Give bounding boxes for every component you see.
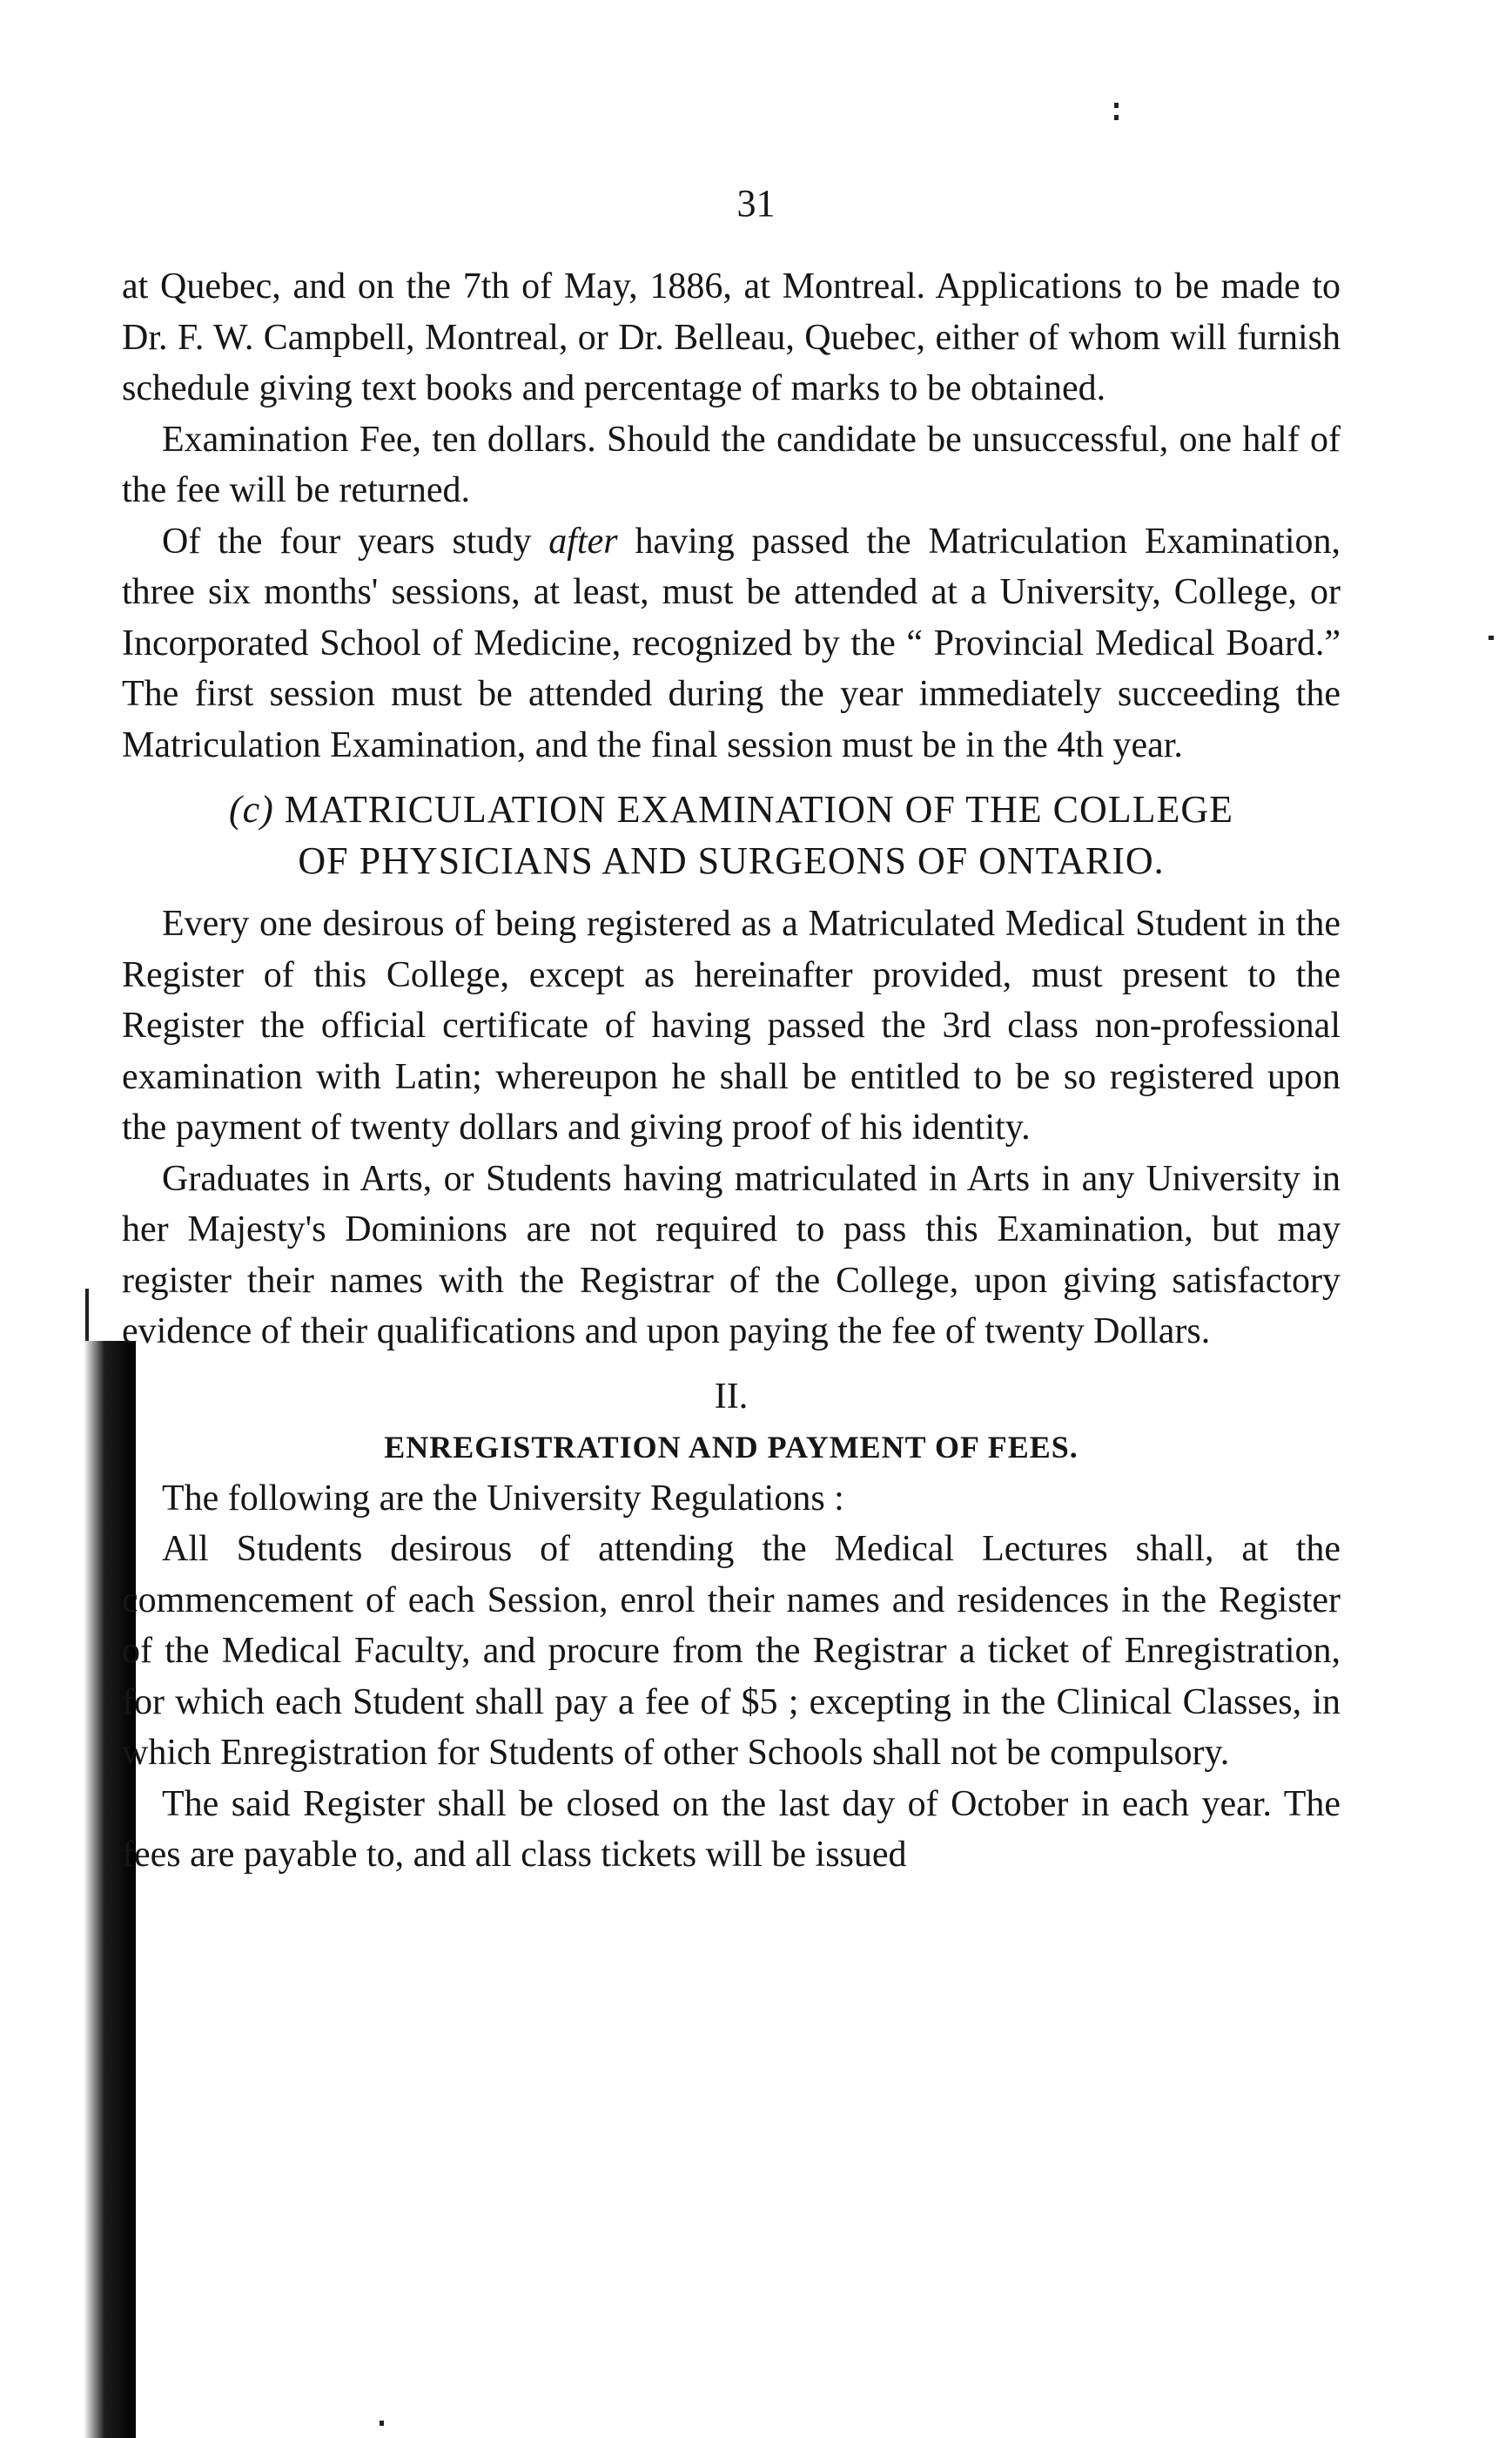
section-title: ENREGISTRATION AND PAYMENT OF FEES. [384,1430,1079,1465]
heading-marker: (c) [228,788,274,831]
heading-line [122,785,1341,836]
paragraph: Graduates in Arts, or Students having matriculated in Arts in any University in her Majesty's Dominions are not required to pass this Examination, but may register their names with the Registrar of the College, upon giving satisfactory evidence of their qualifications and upon paying the fee of twenty Dollars. [122,1158,1341,1351]
scan-speck [1114,115,1119,120]
heading-text: MATRICULATION EXAMINATION OF THE COLLEGE [284,788,1234,831]
paragraph: at Quebec, and on the 7th of May, 1886, at Montreal. Applications to be made to Dr. F. W. Campbell, Montreal, or Dr. Belleau, Quebec, either of whom will furnish schedule giving text books and percentage of marks to be obtained. [122,266,1341,408]
page-number: 31 [736,182,776,225]
scan-speck [1488,636,1494,640]
scan-speck [1114,103,1119,108]
paragraph: All Students desirous of attending the Medical Lectures shall, at the commencement of each Session, enrol their names and residences in the Register of the Medical Faculty, and procure from the Registrar a ticket of Enregistration, for which each Student shall pay a fee of $5 ; excepting in the Clinical Classes, in which Enregistration for Students of other Schools shall not be compulsory. [122,1529,1341,1773]
paragraph-text: having passed the Matriculation Examination, three six months' sessions, at least, must be attended at a University, College, or Incorporated School of Medicine, recognized by the “ Provincial Medical Board.” The first session must be attended during the year immediately succeeding the Matriculation Examination, and the final session must be in the 4th year. [122,521,1341,765]
paragraph [122,516,1341,771]
heading-line: OF PHYSICIANS AND SURGEONS OF ONTARIO. [298,838,1165,882]
section-number: II. [714,1376,749,1417]
paragraph: Every one desirous of being registered as a Matriculated Medical Student in the Register of this College, except as hereinafter provided, must present to the Register the official certificate of having passed the 3rd class non-professional examination with Latin; whereupon he shall be entitled to be so registered upon the payment of twenty dollars and giving proof of his identity. [122,904,1341,1148]
page-body [122,261,1341,1881]
paragraph: The following are the University Regulations : [162,1478,844,1519]
emphasis-text: after [548,521,618,562]
paragraph: The said Register shall be closed on the last day of October in each year. The fees are payable to, and all class tickets will be issued [122,1783,1341,1875]
paragraph-text: Of the four years study [162,521,549,562]
scan-speck [380,2421,384,2426]
subsection-heading [122,785,1341,886]
paragraph: Examination Fee, ten dollars. Should the candidate be unsuccessful, one half of the fee will be returned. [122,419,1341,510]
